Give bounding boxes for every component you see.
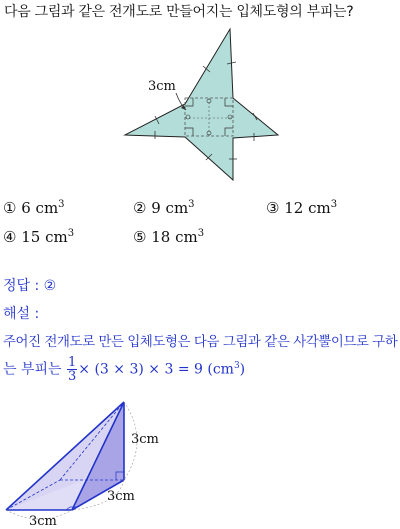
explanation-line-1: 주어진 전개도로 만든 입체도형은 다음 그림과 같은 사각뿔이므로 구하 — [3, 335, 398, 350]
pyramid-height-label: 3cm — [131, 432, 159, 447]
pyramid-diagram — [0, 399, 200, 529]
option-1[interactable]: ① 6 $cm^3$ — [3, 199, 65, 217]
net-label-3cm: 3cm — [148, 79, 176, 94]
pyramid-side-label: 3cm — [107, 489, 135, 504]
explanation-label: 해설 : — [3, 306, 40, 322]
volume-formula: × (3 × 3) × 3 = 9 (cm — [78, 361, 234, 378]
net-diagram — [0, 20, 400, 220]
option-2[interactable]: ② 9 $cm^3$ — [133, 199, 195, 217]
answer-label: 정답 : ② — [3, 278, 57, 294]
question-text: 다음 그림과 같은 전개도로 만들어지는 입체도형의 부피는? — [4, 4, 354, 20]
net-shape — [125, 29, 278, 180]
pyramid-base-label: 3cm — [29, 514, 57, 529]
fraction-one-third: $\frac{1}{3}$ — [68, 355, 77, 384]
explanation-line-2: 는 부피는 $\frac{1}{3}$ × (3 × 3) × 3 = 9 $(cm^3)$ — [3, 355, 246, 384]
option-5[interactable]: ⑤ 18 $cm^3$ — [133, 228, 205, 246]
option-3[interactable]: ③ 12 $cm^3$ — [266, 199, 338, 217]
option-4[interactable]: ④ 15 $cm^3$ — [3, 228, 75, 246]
